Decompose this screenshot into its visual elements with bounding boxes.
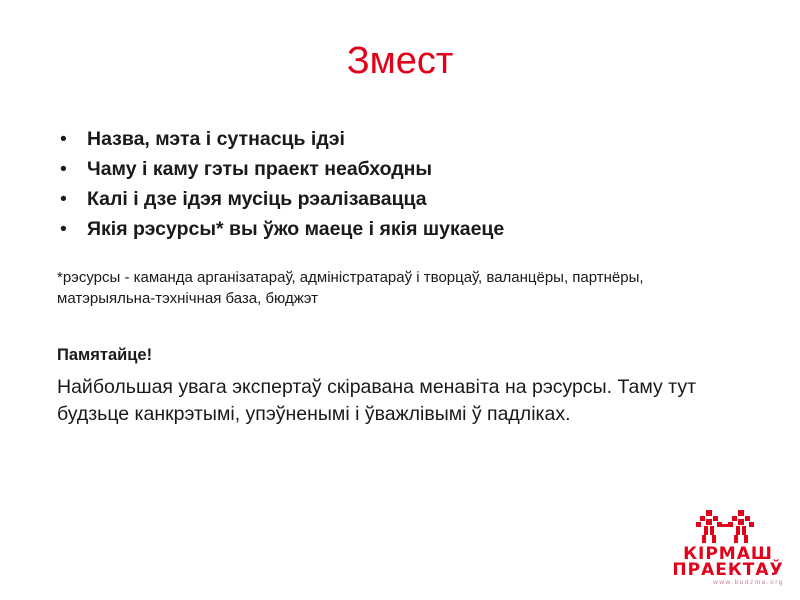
- resources-footnote: *рэсурсы - каманда арганізатараў, адміністратараў і творцаў, валанцёры, партнёры, матэрыяльна-тэхнічная база, бюджэт: [57, 269, 644, 307]
- ornament-figures-icon: [672, 507, 784, 547]
- remember-text: Найбольшая увага экспертаў скіравана менавіта на рэсурсы. Таму тут будзьце канкрэтымі, упэўненымі і ўважлівымі ў падліках.: [57, 376, 696, 425]
- slide-title: Змест: [346, 40, 454, 82]
- logo-url: www.budzma.org: [713, 579, 784, 586]
- list-item: • Чаму і каму гэты праект неабходны: [60, 154, 504, 184]
- list-item: • Якія рэсурсы* вы ўжо маеце і якія шукаеце: [60, 214, 504, 244]
- contents-list: [60, 124, 504, 244]
- kirmash-logo: [672, 507, 784, 587]
- remember-heading: Памятайце!: [57, 346, 153, 364]
- list-item: • Калі і дзе ідэя мусіць рэалізавацца: [60, 184, 504, 214]
- logo-text-line2: ПРАЕКТАЎ: [672, 560, 784, 580]
- list-item: • Назва, мэта і сутнасць ідэі: [60, 124, 504, 154]
- logo-text-line1: КІРМАШ: [683, 544, 773, 564]
